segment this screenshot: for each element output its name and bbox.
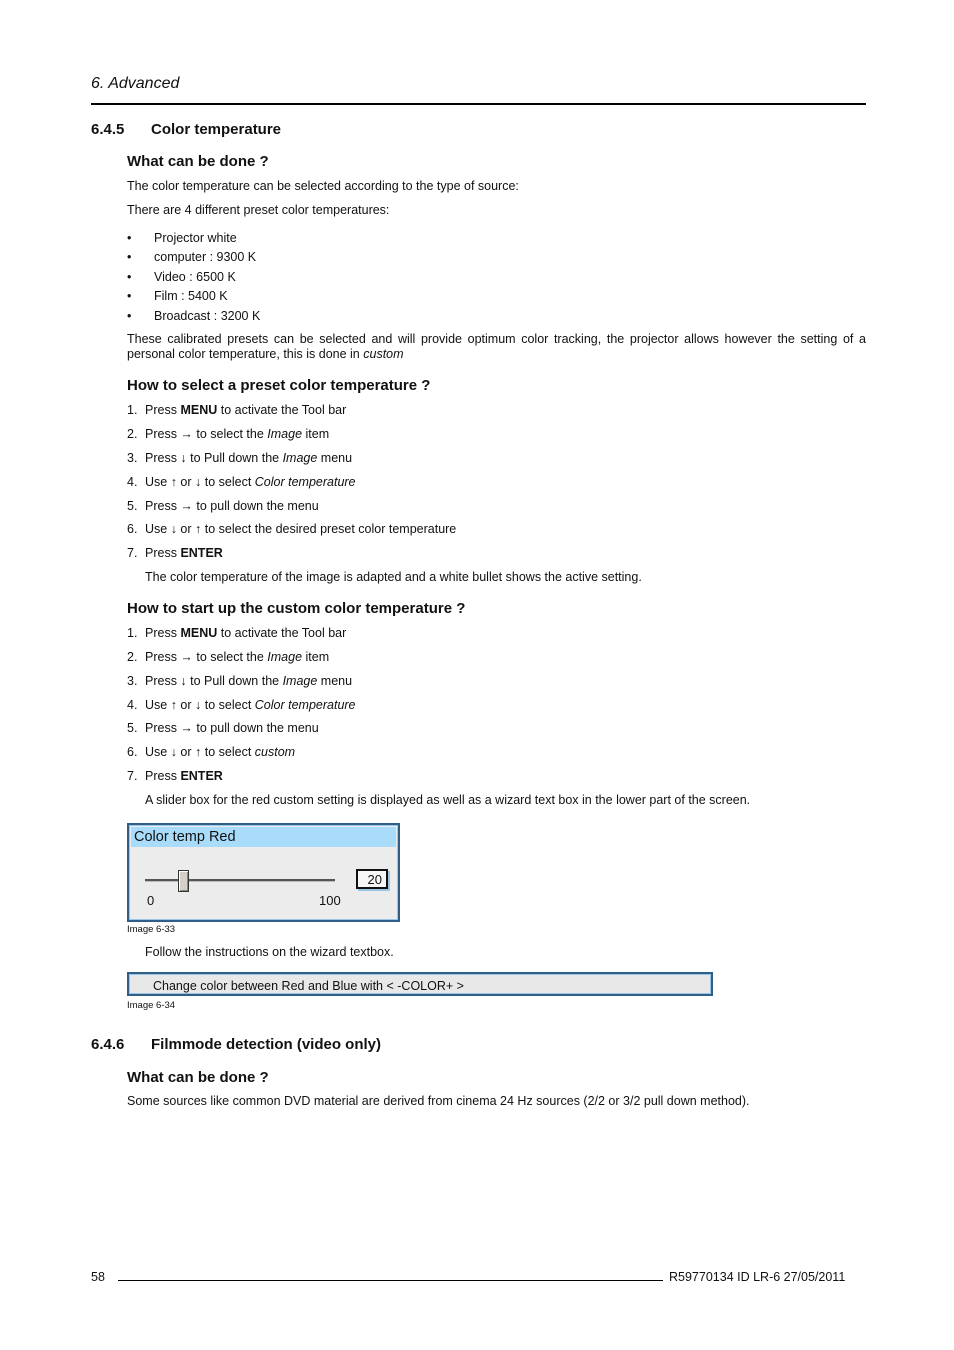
filmmode-paragraph: Some sources like common DVD material are derived from cinema 24 Hz sources (2/2 or 3/2 pull down method).: [127, 1094, 750, 1108]
step-item: 1. Press MENU to activate the Tool bar: [127, 403, 347, 417]
step-item: 3. Press ↓ to Pull down the Image menu: [127, 674, 353, 688]
what-can-be-done-heading: What can be done ?: [127, 1069, 269, 1086]
page-number: 58: [91, 1270, 105, 1284]
what-can-be-done-heading: What can be done ?: [127, 153, 269, 170]
bullet-icon: •: [127, 309, 132, 323]
slider-min-label: 0: [147, 893, 155, 908]
section-6-4-5-heading: [91, 121, 281, 138]
value-field[interactable]: 20: [356, 869, 388, 889]
bullet-icon: •: [127, 289, 132, 303]
slider-max-label: 100: [319, 893, 341, 908]
section-number: 6.4.5: [91, 121, 125, 138]
step-item: 6. Use ↓ or ↑ to select the desired preset color temperature: [127, 522, 457, 536]
step-item: 2. Press → to select the Image item: [127, 427, 330, 441]
chapter-header: 6. Advanced: [91, 75, 180, 92]
preset-result-note: The color temperature of the image is adapted and a white bullet shows the active setting.: [145, 570, 642, 584]
intro-paragraph-1: The color temperature can be selected according to the type of source:: [127, 179, 519, 193]
presets-paragraph: These calibrated presets can be selected and will provide optimum color tracking, the projector allows however the setting of a personal color temperature, this is done in custom: [127, 332, 866, 361]
header-rule: [91, 103, 866, 105]
custom-heading: How to start up the custom color temperature ?: [127, 600, 466, 617]
dialog-title: Color temp Red: [131, 827, 396, 847]
step-item: 5. Press → to pull down the menu: [127, 721, 319, 735]
slider-thumb[interactable]: [178, 870, 189, 892]
image-caption: Image 6-33: [127, 924, 176, 935]
step-item: 4. Use ↑ or ↓ to select Color temperature: [127, 698, 356, 712]
footer-rule: [118, 1280, 663, 1281]
section-title: Filmmode detection (video only): [151, 1036, 382, 1053]
bullet-icon: •: [127, 231, 132, 245]
step-item: 6. Use ↓ or ↑ to select custom: [127, 745, 296, 759]
bullet-icon: •: [127, 270, 132, 284]
image-caption: Image 6-34: [127, 1000, 176, 1011]
slider-track[interactable]: [145, 879, 335, 882]
section-number: 6.4.6: [91, 1036, 125, 1053]
document-reference: R59770134 ID LR-6 27/05/2011: [669, 1270, 846, 1284]
step-item: 3. Press ↓ to Pull down the Image menu: [127, 451, 353, 465]
section-6-4-6-heading: [91, 1036, 381, 1053]
step-item: 1. Press MENU to activate the Tool bar: [127, 626, 347, 640]
step-item: 2. Press → to select the Image item: [127, 650, 330, 664]
preset-heading: How to select a preset color temperature ?: [127, 377, 431, 394]
section-title: Color temperature: [151, 121, 282, 138]
step-item: 4. Use ↑ or ↓ to select Color temperature: [127, 475, 356, 489]
color-temp-dialog: [127, 823, 400, 922]
wizard-textbox: Change color between Red and Blue with < -COLOR+ >: [127, 972, 713, 996]
intro-paragraph-2: There are 4 different preset color temperatures:: [127, 203, 390, 217]
follow-instructions-text: Follow the instructions on the wizard textbox.: [145, 945, 394, 959]
step-item: 7. Press ENTER: [127, 546, 223, 560]
step-item: 5. Press → to pull down the menu: [127, 499, 319, 513]
custom-result-note: A slider box for the red custom setting is displayed as well as a wizard text box in the lower part of the screen.: [145, 793, 751, 807]
bullet-icon: •: [127, 250, 132, 264]
step-item: 7. Press ENTER: [127, 769, 223, 783]
